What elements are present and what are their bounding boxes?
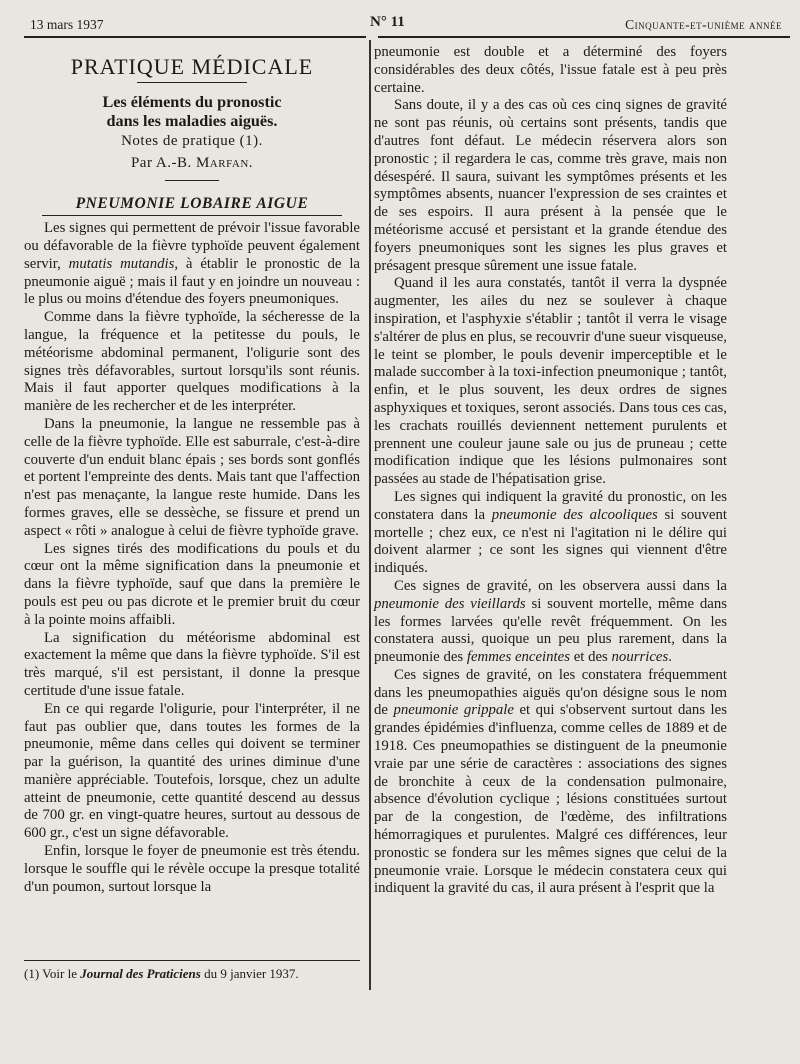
author-name: Marfan — [195, 154, 249, 171]
paragraph — [374, 578, 727, 667]
article-title — [24, 93, 360, 131]
title-rule — [137, 82, 247, 83]
article-title-line-1: Les éléments du pronostic — [102, 92, 282, 111]
text-run: . — [668, 649, 672, 666]
paragraph: Quand il les aura constatés, tantôt il verra la dyspnée augmenter, les ailes du nez se soulever à chaque inspiration, et l'asphyxie s'établir ; tantôt il verra le visage s'altérer de plus en plus, se recouvrir d'une sueur visqueuse, le teint se plomber, le pouls devenir imperceptible et le malade succomber à la toxi-infection pneumonique ; tantôt, enfin, et le plus souvent, les deux ordres de signes asphyxiques et toxiques, seront associés. Dans tous ces cas, les crachats rouillés deviennent nettement purulents et prennent une couleur jaune sale ou jus de pruneau ; cette modification indique que les lésions pulmonaires sont passées au stade de l'hépatisation grise. — [374, 275, 727, 488]
text-run: Les signes qui indiquent la gravité du pronostic, on les constatera dans la — [374, 488, 727, 523]
paragraph: Enfin, lorsque le foyer de pneumonie est très étendu. lorsque le souffle qui le révèle occupe la presque totalité d'un poumon, surtout lorsque la — [24, 843, 360, 895]
text-run: si souvent mortelle ; chez eux, ce n'est ni l'agitation ni le délire qui doivent alarmer ; ce sont les signes qui viennent d'être indiqués. — [374, 506, 727, 577]
paragraph: Comme dans la fièvre typhoïde, la sécheresse de la langue, la fréquence et la petitesse du pouls, le météorisme abdominal permanent, l'oligurie sont des signes très défavorables, surtout lorsqu'ils sont réunis. Mais il faut apporter quelques modifications à la manière de les rechercher et de les interpréter. — [24, 309, 360, 415]
article-title-line-2: dans les maladies aiguës. — [106, 111, 278, 130]
header-rule-left — [24, 36, 366, 38]
paragraph: En ce qui regarde l'oligurie, pour l'interpréter, il ne faut pas oublier que, dans toutes les formes de la pneumonie, même dans celles qui doivent se terminer par la guérison, la quantité des urines diminue d'une manière appréciable. Toutefois, lorsque, chez un adulte atteint de pneumonie, cette quantité descend au dessus de 700 gr. en vingt-quatre heures, surtout au dessous de 600 gr., c'est un signe défavorable. — [24, 700, 360, 842]
text-run: Ces signes de gravité, on les constatera fréquemment dans les pneumopathies aiguës qu'on désigne sous le nom de — [374, 666, 727, 719]
footnote-text: du 9 janvier 1937. — [200, 966, 299, 981]
chapter-heading: PNEUMONIE LOBAIRE AIGUE — [42, 195, 342, 216]
header-rule-right — [378, 36, 790, 38]
italic-term: pneumonie grippale — [393, 702, 514, 719]
paragraph — [24, 220, 360, 309]
italic-term: pneumonie des alcooliques — [491, 506, 658, 523]
text-run: si souvent mortelle, même dans les formes larvées qu'elle revêt fréquemment. On les constatera aussi, quoique un peu plus rarement, dans la pneumonie des — [374, 595, 727, 666]
section-title: PRATIQUE MÉDICALE — [70, 54, 314, 79]
article-subtitle: Notes de pratique (1). — [121, 132, 263, 149]
author-prefix: Par A.-B. — [130, 154, 196, 171]
author-rule — [165, 180, 219, 181]
paragraph: Les signes tirés des modifications du pouls et du cœur ont la même signification dans la pneumonie et dans la fièvre typhoïde, sauf que dans la première le pouls est peu ou pas dicrote et le premier bruit du cœur à la pointe moins affaibli. — [24, 540, 360, 628]
italic-term: mutatis mutandis — [68, 255, 175, 272]
text-run: , à établir le pronostic de la pneumonie aiguë ; mais il faut y en joindre un nouveau : le plus ou moins d'étendue des foyers pneumoniques. — [24, 255, 360, 308]
header-date: 13 mars 1937 — [30, 17, 104, 32]
italic-term: nourrices — [611, 649, 669, 666]
italic-term: pneumonie des vieillards — [374, 595, 526, 612]
italic-term: femmes enceintes — [466, 649, 570, 666]
header-issue-number: N° 11 — [370, 14, 405, 30]
page-header — [30, 14, 782, 36]
text-run: et des — [570, 649, 612, 666]
footnote-text: (1) Voir le — [24, 966, 81, 981]
footnote-journal-title: Journal des Praticiens — [80, 966, 201, 981]
paragraph: Dans la pneumonie, la langue ne ressemble pas à celle de la fièvre typhoïde. Elle est saburrale, c'est-à-dire couverte d'un enduit blanc épais ; ses bords sont gonflés et portent l'empreinte des dents. Mais tant que l'affection n'est pas menaçante, la langue reste humide. Dans les formes graves, elle se dessèche, se fissure et prend un aspect « rôti » analogue à celui de fièvre typhoïde grave. — [24, 415, 360, 539]
footnote-rule — [24, 960, 360, 961]
header-year: Cinquante-et-unième année — [625, 17, 782, 32]
footnote — [24, 966, 360, 982]
title-block — [24, 54, 360, 181]
paragraph — [374, 667, 727, 898]
text-run: Les signes qui permettent de prévoir l'issue favorable ou défavorable de la fièvre typhoïde peuvent également servir, — [24, 220, 360, 272]
paragraph: pneumonie est double et a déterminé des foyers considérables des deux côtés, l'issue fatale est à peu près certaine. — [374, 44, 727, 96]
paragraph: La signification du météorisme abdominal est exactement la même que dans la fièvre typhoïde. S'il est très marqué, s'il est persistant, il donne la presque certitude d'une issue fatale. — [24, 629, 360, 699]
paragraph: Sans doute, il y a des cas où ces cinq signes de gravité ne sont pas réunis, où certains sont présents, tandis que d'autres font défaut. Le médecin réservera alors son pronostic ; il regardera le cas, comme très grave, mais non désespéré. Il saura, suivant les symptômes présents et les symptômes absents, nuancer l'expression de ses craintes et de ses espoirs. Il aura présent à la pensée que le météorisme accusé et persistant et la grande étendue des foyers pneumoniques sont les signes les plus graves et présagent presque sûrement une issue fatale. — [374, 97, 727, 274]
paragraph — [374, 489, 727, 578]
right-column — [374, 44, 727, 898]
author-suffix: . — [248, 154, 254, 171]
column-separator — [369, 40, 371, 990]
text-run: Ces signes de gravité, on les observera aussi dans la — [394, 577, 727, 594]
left-column — [24, 44, 360, 896]
text-run: et qui s'observent surtout dans les grandes épidémies d'influenza, comme celles de 1889 et de 1918. Ces pneumopathies se distinguent de la pneumonie vraie par une série de caractères : associations des signes de bronchite à ceux de la condensation pulmonaire, absence d'évolution cyclique ; lésions constituées surtout par de la congestion, de l'œdème, des infiltrations hémorragiques et purulentes. Malgré ces différences, leur pronostic se fondera sur les mêmes signes que celui de la pneumonie vraie. Lorsque le médecin constatera ceux qui indiquent la gravité du cas, il aura présent à l'esprit que la — [374, 702, 727, 897]
author-line — [24, 155, 360, 173]
